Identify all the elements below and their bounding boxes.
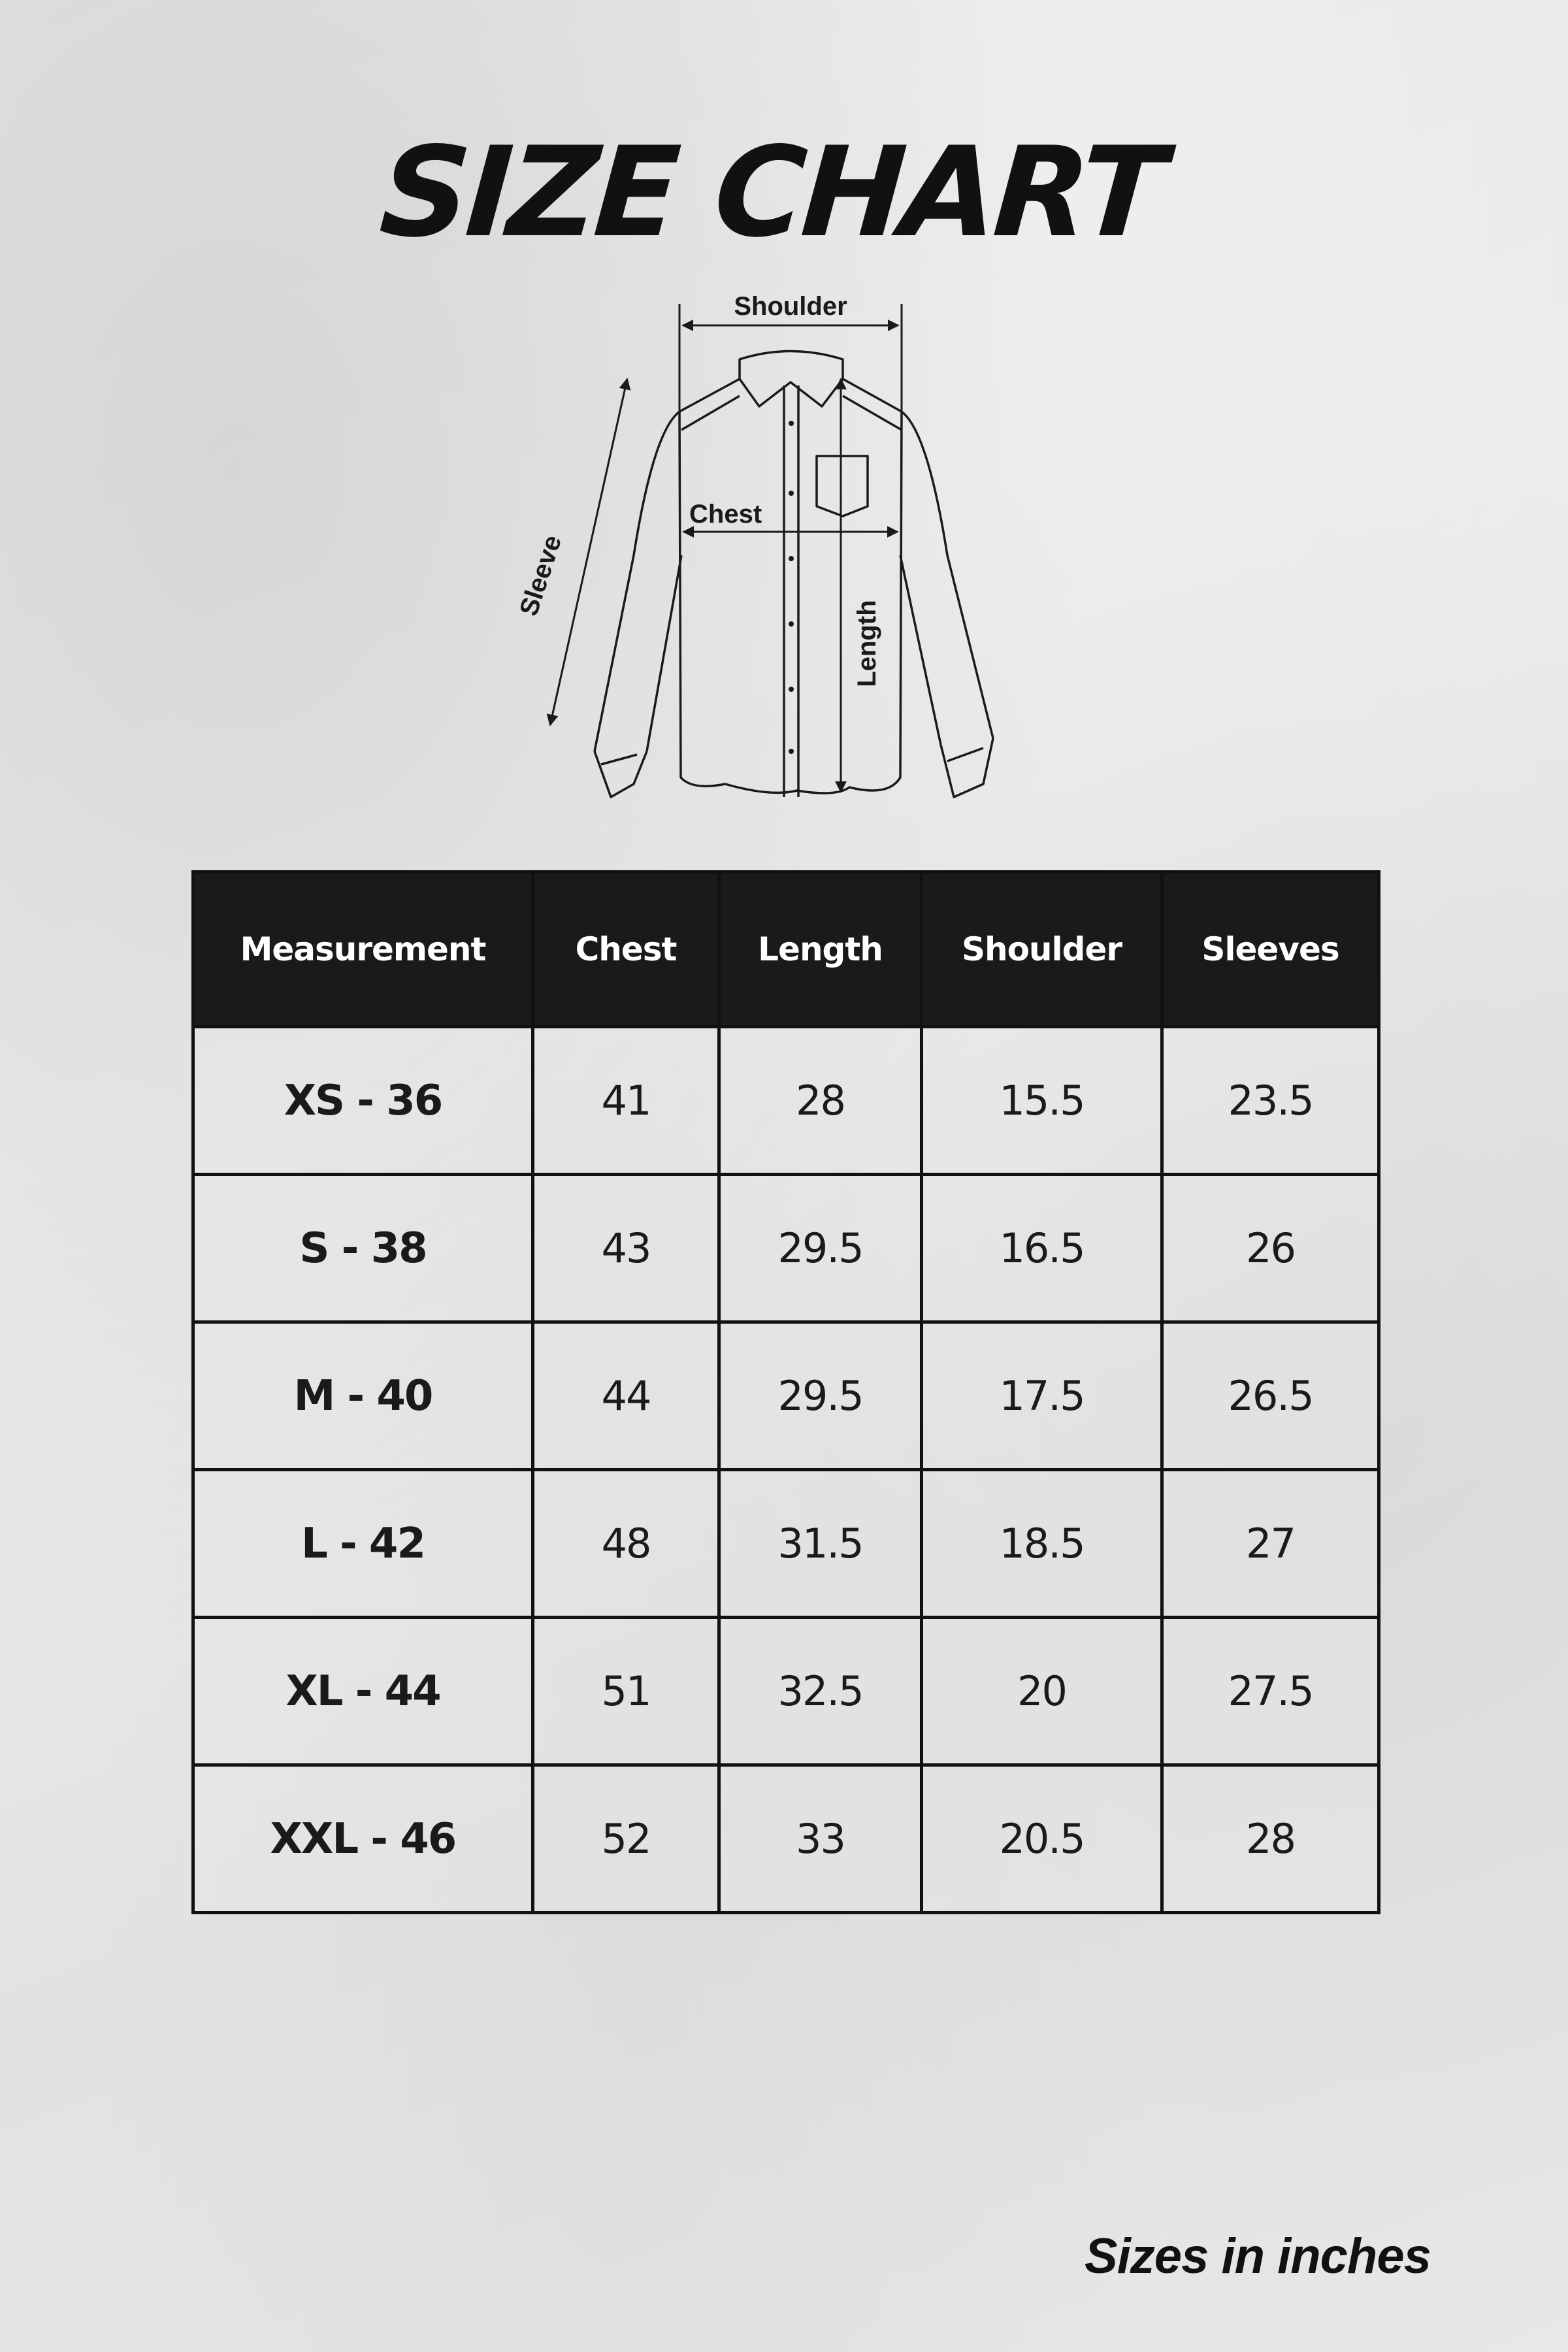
- chest-value: 43: [533, 1175, 719, 1322]
- shirt-outline-icon: [497, 281, 1071, 804]
- sleeves-value: 23.5: [1162, 1027, 1379, 1175]
- shoulder-value: 16.5: [922, 1175, 1162, 1322]
- units-note: Sizes in inches: [1085, 2229, 1431, 2284]
- size-label: XXL - 46: [193, 1765, 533, 1913]
- chest-label: Chest: [689, 500, 762, 529]
- shoulder-value: 17.5: [922, 1322, 1162, 1470]
- size-label: XS - 36: [193, 1027, 533, 1175]
- sleeves-value: 26: [1162, 1175, 1379, 1322]
- header-chest: Chest: [533, 872, 719, 1027]
- chest-value: 52: [533, 1765, 719, 1913]
- length-value: 29.5: [719, 1175, 922, 1322]
- length-label: Length: [853, 600, 881, 687]
- shoulder-value: 20.5: [922, 1765, 1162, 1913]
- shirt-measurement-diagram: [497, 281, 1071, 804]
- table-row: [193, 1027, 1379, 1175]
- header-shoulder: Shoulder: [922, 872, 1162, 1027]
- table-row: [193, 1175, 1379, 1322]
- sleeves-value: 27: [1162, 1470, 1379, 1618]
- header-sleeves: Sleeves: [1162, 872, 1379, 1027]
- length-value: 29.5: [719, 1322, 922, 1470]
- size-label: XL - 44: [193, 1618, 533, 1765]
- length-value: 31.5: [719, 1470, 922, 1618]
- size-label: M - 40: [193, 1322, 533, 1470]
- size-label: L - 42: [193, 1470, 533, 1618]
- sleeves-value: 26.5: [1162, 1322, 1379, 1470]
- size-label: S - 38: [193, 1175, 533, 1322]
- sleeves-value: 27.5: [1162, 1618, 1379, 1765]
- table-row: [193, 1765, 1379, 1913]
- table-row: [193, 1470, 1379, 1618]
- shoulder-value: 18.5: [922, 1470, 1162, 1618]
- length-value: 32.5: [719, 1618, 922, 1765]
- header-measurement: Measurement: [193, 872, 533, 1027]
- chest-value: 44: [533, 1322, 719, 1470]
- table-header-row: [193, 872, 1379, 1027]
- chest-value: 51: [533, 1618, 719, 1765]
- sleeve-label: Sleeve: [514, 531, 568, 620]
- shoulder-value: 15.5: [922, 1027, 1162, 1175]
- chest-value: 41: [533, 1027, 719, 1175]
- shoulder-label: Shoulder: [734, 292, 847, 321]
- length-value: 28: [719, 1027, 922, 1175]
- length-value: 33: [719, 1765, 922, 1913]
- table-row: [193, 1618, 1379, 1765]
- shoulder-value: 20: [922, 1618, 1162, 1765]
- header-length: Length: [719, 872, 922, 1027]
- table-row: [193, 1322, 1379, 1470]
- page-title: SIZE CHART: [376, 120, 1166, 265]
- chest-value: 48: [533, 1470, 719, 1618]
- size-chart-table: [191, 870, 1380, 1914]
- sleeves-value: 28: [1162, 1765, 1379, 1913]
